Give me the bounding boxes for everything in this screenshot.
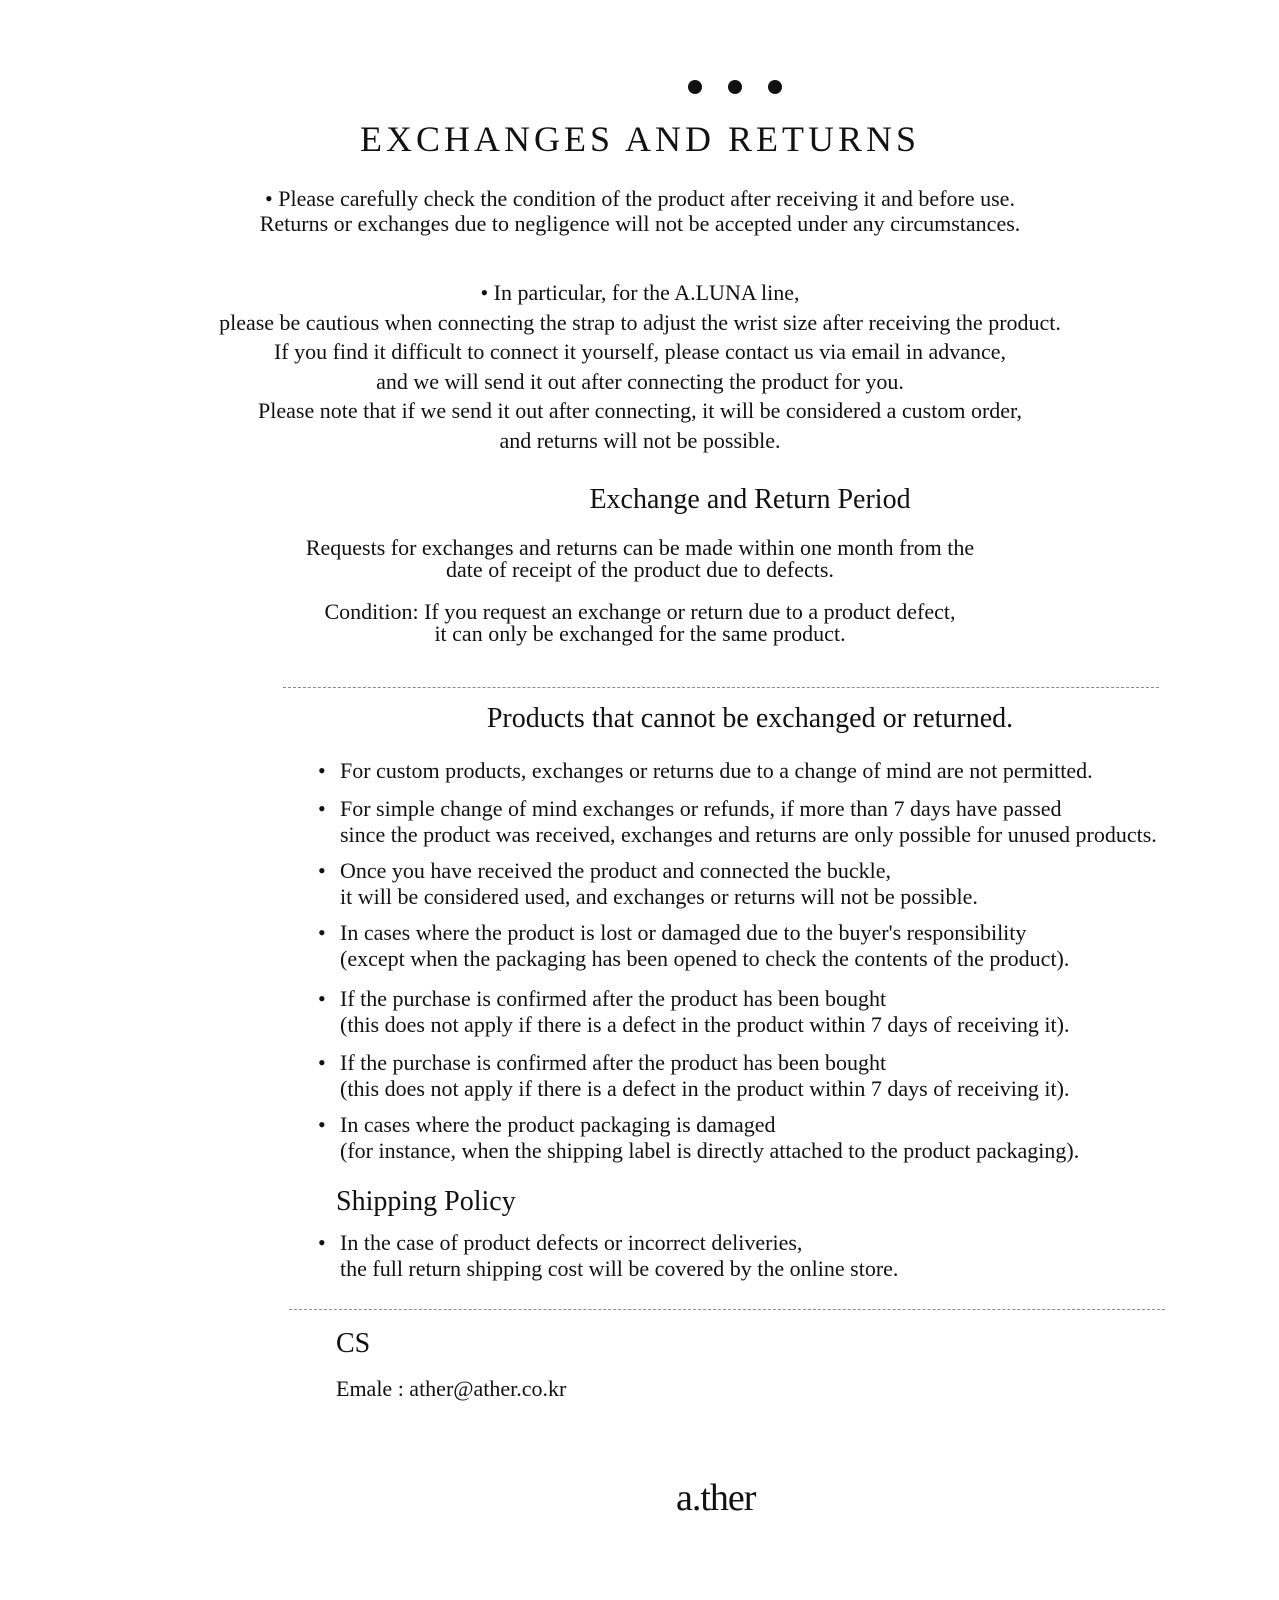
list-item bbox=[318, 1230, 898, 1282]
bullet-icon: • bbox=[318, 1230, 326, 1255]
aluna-line: • In particular, for the A.LUNA line, bbox=[480, 280, 800, 305]
list-item-text: (this does not apply if there is a defect in the product within 7 days of receiving it). bbox=[340, 1076, 1070, 1101]
list-item-text: (this does not apply if there is a defect in the product within 7 days of receiving it). bbox=[340, 1012, 1070, 1037]
list-item bbox=[318, 920, 1069, 972]
shipping-heading: Shipping Policy bbox=[336, 1186, 516, 1217]
list-item bbox=[318, 986, 1069, 1038]
list-item bbox=[318, 858, 978, 910]
list-item-text: For simple change of mind exchanges or refunds, if more than 7 days have passed bbox=[340, 796, 1062, 821]
dot-icon bbox=[728, 80, 742, 94]
bullet-icon: • bbox=[318, 920, 326, 945]
period-text bbox=[0, 537, 1279, 581]
aluna-line: and we will send it out after connecting the product for you. bbox=[376, 368, 904, 394]
list-item-text: If the purchase is confirmed after the product has been bought bbox=[340, 1050, 887, 1075]
decorative-dots bbox=[688, 78, 798, 98]
condition-text bbox=[0, 601, 1279, 645]
brand-logo: a.ther bbox=[676, 1477, 756, 1519]
list-item-text: since the product was received, exchanges and returns are only possible for unused products. bbox=[340, 822, 1157, 847]
list-item-text: In the case of product defects or incorrect deliveries, bbox=[340, 1230, 803, 1255]
intro-care-notice bbox=[0, 186, 1279, 236]
list-item bbox=[318, 758, 1093, 784]
cs-email: Emale : ather@ather.co.kr bbox=[336, 1376, 567, 1401]
bullet-icon: • bbox=[318, 1050, 326, 1075]
list-item-text: For custom products, exchanges or returns due to a change of mind are not permitted. bbox=[340, 758, 1093, 783]
list-item-text: the full return shipping cost will be covered by the online store. bbox=[340, 1256, 899, 1281]
section-divider bbox=[283, 687, 1159, 688]
aluna-line: If you find it difficult to connect it yourself, please contact us via email in advance, bbox=[273, 339, 1007, 364]
list-item-text: In cases where the product packaging is damaged bbox=[340, 1112, 776, 1137]
period-line: Requests for exchanges and returns can be made within one month from the bbox=[305, 535, 975, 560]
list-item bbox=[318, 1050, 1069, 1102]
list-item-text: In cases where the product is lost or damaged due to the buyer's responsibility bbox=[340, 920, 1027, 945]
aluna-notice bbox=[0, 278, 1279, 455]
list-item bbox=[318, 796, 1157, 848]
dot-icon bbox=[768, 80, 782, 94]
page-title: EXCHANGES AND RETURNS bbox=[359, 119, 921, 159]
bullet-icon: • bbox=[318, 796, 326, 821]
list-item bbox=[318, 1112, 1079, 1164]
list-item-text: (except when the packaging has been opened to check the contents of the product). bbox=[340, 946, 1070, 971]
condition-line: it can only be exchanged for the same product. bbox=[434, 621, 846, 646]
section-divider bbox=[289, 1309, 1165, 1310]
aluna-line: Please note that if we send it out after connecting, it will be considered a custom order, bbox=[258, 398, 1022, 423]
list-item-text: If the purchase is confirmed after the product has been bought bbox=[340, 986, 887, 1011]
dot-icon bbox=[688, 80, 702, 94]
list-item-text: (for instance, when the shipping label is directly attached to the product packaging). bbox=[340, 1138, 1080, 1163]
aluna-line: please be cautious when connecting the strap to adjust the wrist size after receiving the product. bbox=[219, 309, 1061, 335]
condition-line: Condition: If you request an exchange or return due to a product defect, bbox=[324, 599, 956, 624]
non-returnable-heading: Products that cannot be exchanged or returned. bbox=[486, 703, 1014, 734]
bullet-icon: • bbox=[318, 986, 326, 1011]
intro-line: Returns or exchanges due to negligence will not be accepted under any circumstances. bbox=[259, 211, 1021, 236]
list-item-text: Once you have received the product and connected the buckle, bbox=[340, 858, 891, 883]
period-line: date of receipt of the product due to defects. bbox=[446, 557, 834, 582]
aluna-line: and returns will not be possible. bbox=[499, 427, 781, 453]
list-item-text: it will be considered used, and exchanges or returns will not be possible. bbox=[340, 884, 978, 909]
bullet-icon: • bbox=[318, 858, 326, 883]
period-heading: Exchange and Return Period bbox=[589, 484, 911, 515]
cs-heading: CS bbox=[336, 1328, 371, 1359]
intro-line: • Please carefully check the condition of the product after receiving it and before use. bbox=[265, 186, 1015, 211]
bullet-icon: • bbox=[318, 758, 326, 783]
bullet-icon: • bbox=[318, 1112, 326, 1137]
